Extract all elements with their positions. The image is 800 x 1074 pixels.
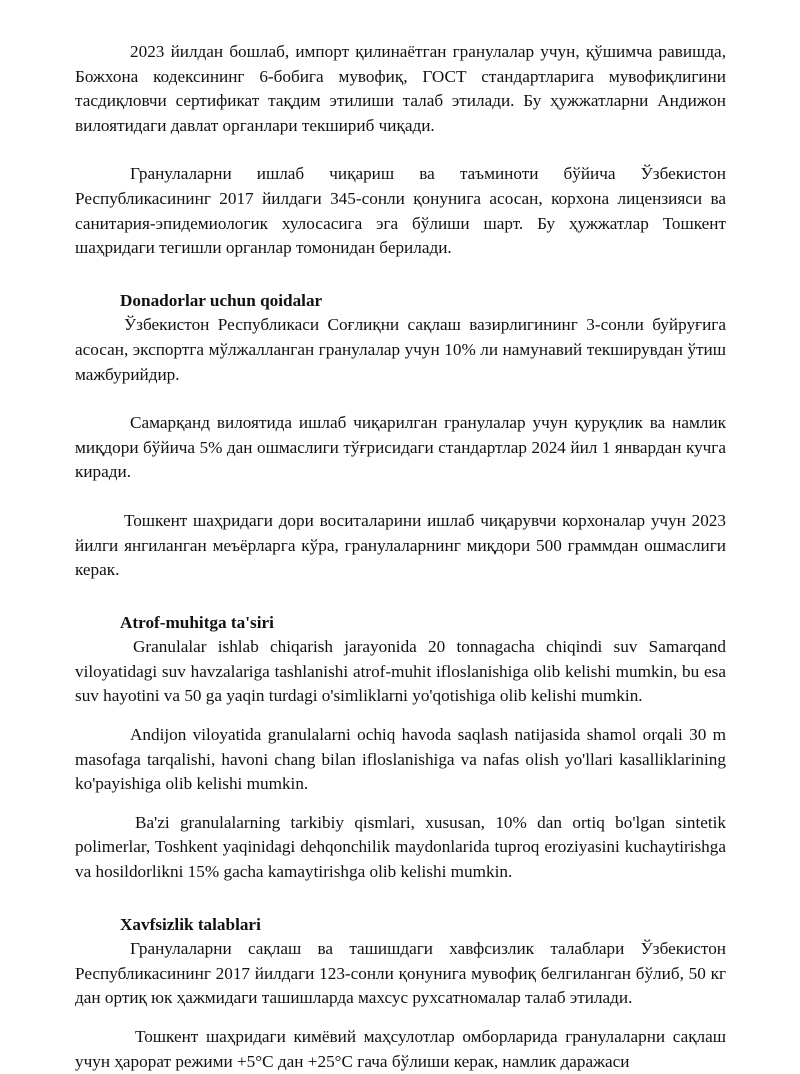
paragraph: Ba'zi granulalarning tarkibiy qismlari, xususan, 10% dan ortiq bo'lgan sintetik polimerlar, Toshkent yaqinidagi dehqonchilik maydonlarida tuproq eroziyasini kuchaytirishga va hosildorlikni 15% gacha kamaytirishga olib kelishi mumkin. bbox=[75, 812, 726, 882]
paragraph: 2023 йилдан бошлаб, импорт қилинаётган гранулалар учун, қўшимча равишда, Божхона кодексининг 6-бобига мувофиқ, ГОСТ стандартларига мувофиқлигини тасдиқловчи сертификат тақдим этилиши талаб этилади. Бу ҳужжатларни Андижон вилоятидаги давлат органлари текшириб чиқади. bbox=[75, 42, 726, 135]
paragraph: Ўзбекистон Республикаси Соғлиқни сақлаш вазирлигининг 3-сонли буйруғига асосан, экспортга мўлжалланган гранулалар учун 10% ли намунавий текширувдан ўтиш мажбурийдир. bbox=[75, 315, 726, 384]
section-heading: Xavfsizlik talablari bbox=[120, 914, 261, 934]
section-heading: Donadorlar uchun qoidalar bbox=[120, 290, 323, 310]
paragraph: Тошкент шаҳридаги дори воситаларини ишлаб чиқарувчи корхоналар учун 2023 йилги янгиланган меъёрларга кўра, гранулаларнинг миқдори 500 граммдан ошмаслиги керак. bbox=[75, 510, 726, 580]
paragraph: Granulalar ishlab chiqarish jarayonida 20 tonnagacha chiqindi suv Samarqand viloyatidagi suv havzalariga tashlanishi atrof-muhit ifloslanishiga olib kelishi mumkin, bu esa suv hayotini va 50 ga yaqin turdagi o'simliklarni yo'qotishiga olib kelishi mumkin. bbox=[75, 637, 726, 706]
paragraph: Гранулаларни сақлаш ва ташишдаги хавфсизлик талаблари Ўзбекистон Республикасининг 2017 йилдаги 123-сонли қонунига мувофиқ белгиланган бўлиб, 50 кг дан ортиқ юк ҳажмидаги ташишларда махсус рухсатномалар талаб этилади. bbox=[75, 939, 726, 1008]
paragraph: Гранулаларни ишлаб чиқариш ва таъминоти бўйича Ўзбекистон Республикасининг 2017 йилдаги 345-сонли қонунига асосан, корхона лицензияси ва санитария-эпидемиологик хулосасига эга бўлиши шарт. Бу ҳужжатлар Тошкент шаҳридаги тегишли органлар томонидан берилади. bbox=[75, 164, 726, 258]
paragraph: Самарқанд вилоятида ишлаб чиқарилган гранулалар учун қуруқлик ва намлик миқдори бўйича 5% дан ошмаслиги тўғрисидаги стандартлар 2024 йил 1 январдан кучга киради. bbox=[75, 413, 726, 482]
document-page bbox=[75, 40, 726, 1074]
paragraph: Andijon viloyatida granulalarni ochiq havoda saqlash natijasida shamol orqali 30 m masofaga tarqalishi, havoni chang bilan ifloslanishiga va nafas olish yo'llari kasalliklarining ko'payishiga olib kelishi mumkin. bbox=[75, 725, 726, 794]
paragraph: Тошкент шаҳридаги кимёвий маҳсулотлар омборларида гранулаларни сақлаш учун ҳарорат режими +5°C дан +25°C гача бўлиши керак, намлик даражаси bbox=[75, 1027, 726, 1071]
section-heading: Atrof-muhitga ta'siri bbox=[120, 612, 274, 632]
